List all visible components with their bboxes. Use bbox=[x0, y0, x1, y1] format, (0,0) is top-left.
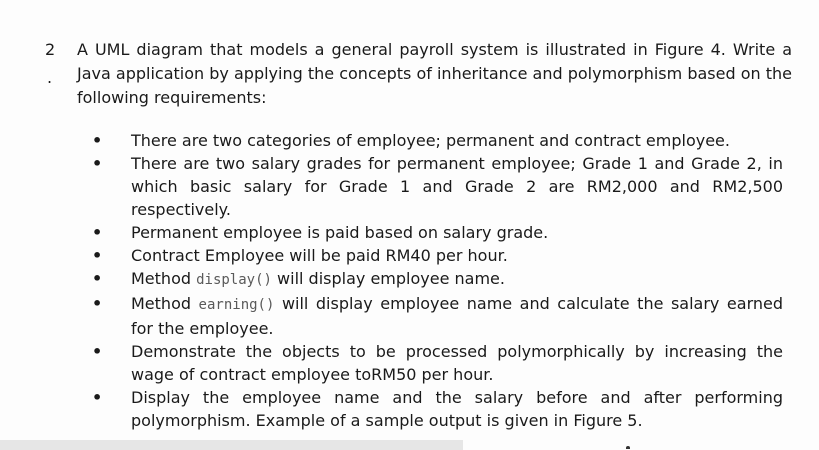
bullet-icon: • bbox=[92, 246, 103, 265]
requirement-text: There are two salary grades for permanent employee; Grade 1 and Grade 2, in which basic salary for Grade 1 and Grade 2 are RM2,000 and RM2,500 respectively. bbox=[131, 154, 783, 219]
list-item bbox=[0, 386, 819, 432]
list-item bbox=[0, 129, 819, 152]
question-intro: A UML diagram that models a general payroll system is illustrated in Figure 4. Write a Java application by applying the concepts of inheritance and polymorphism based on the following requirements: bbox=[77, 40, 792, 107]
requirement-text: Permanent employee is paid based on salary grade. bbox=[131, 223, 549, 242]
method-code: earning() bbox=[198, 297, 275, 313]
requirement-text-before: Method bbox=[131, 294, 199, 313]
bullet-icon: • bbox=[92, 342, 103, 361]
requirement-text-after: will display employee name. bbox=[271, 269, 505, 288]
page-edge-mark bbox=[626, 446, 630, 449]
bullet-icon: • bbox=[92, 388, 103, 407]
list-item bbox=[0, 152, 819, 221]
bullet-icon: • bbox=[92, 294, 103, 313]
list-item bbox=[0, 292, 819, 340]
requirement-text: Display the employee name and the salary before and after performing polymorphism. Example of a sample output is given in Figure 5. bbox=[131, 388, 783, 430]
requirements-list bbox=[0, 129, 819, 432]
requirement-text: Demonstrate the objects to be processed polymorphically by increasing the wage of contract employee toRM50 per hour. bbox=[131, 342, 783, 384]
requirement-text bbox=[131, 267, 783, 292]
question-dot: . bbox=[47, 68, 53, 87]
bullet-icon: • bbox=[92, 131, 103, 150]
list-item bbox=[0, 267, 819, 292]
list-item bbox=[0, 221, 819, 244]
page-footer-bar bbox=[0, 440, 463, 450]
requirement-text: Contract Employee will be paid RM40 per hour. bbox=[131, 246, 508, 265]
bullet-icon: • bbox=[92, 223, 103, 242]
requirement-text-after: will display employee name and calculate the salary earned for the employee. bbox=[131, 294, 784, 338]
list-item bbox=[0, 244, 819, 267]
list-item bbox=[0, 340, 819, 386]
requirement-text-before: Method bbox=[131, 269, 197, 288]
bullet-icon: • bbox=[92, 154, 103, 173]
method-code: display() bbox=[196, 272, 272, 288]
bullet-icon: • bbox=[92, 269, 103, 288]
question-number: 2 bbox=[45, 40, 56, 59]
requirement-text: There are two categories of employee; permanent and contract employee. bbox=[131, 131, 730, 150]
requirement-text bbox=[131, 292, 783, 340]
